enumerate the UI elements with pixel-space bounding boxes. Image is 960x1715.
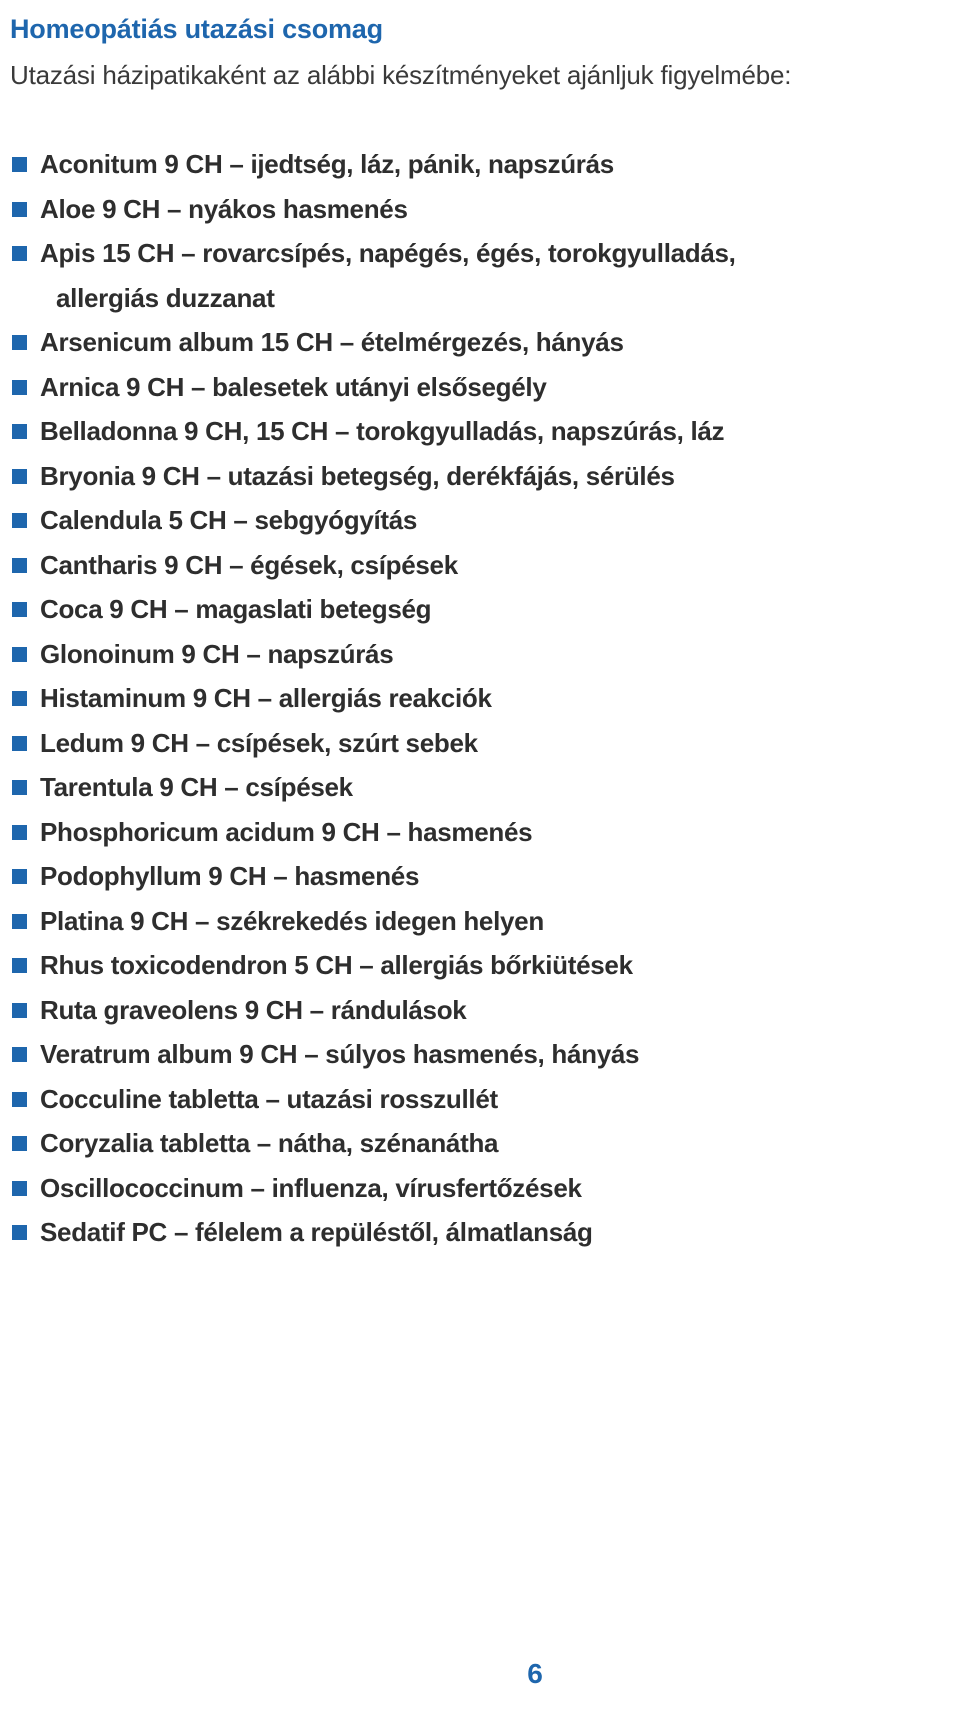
square-bullet-icon <box>12 157 27 172</box>
square-bullet-icon <box>12 1003 27 1018</box>
list-item <box>0 765 960 810</box>
list-item <box>0 943 960 988</box>
list-item <box>0 187 960 232</box>
square-bullet-icon <box>12 513 27 528</box>
list-item-text: Ledum 9 CH – csípések, szúrt sebek <box>40 727 478 758</box>
list-item <box>0 543 960 588</box>
square-bullet-icon <box>12 602 27 617</box>
square-bullet-icon <box>12 1181 27 1196</box>
square-bullet-icon <box>12 1047 27 1062</box>
list-item-text: Oscillococcinum – influenza, vírusfertőzések <box>40 1172 582 1203</box>
square-bullet-icon <box>12 380 27 395</box>
list-item-text: Cantharis 9 CH – égések, csípések <box>40 549 458 580</box>
square-bullet-icon <box>12 202 27 217</box>
list-item-text: Platina 9 CH – székrekedés idegen helyen <box>40 905 544 936</box>
page-number: 6 <box>527 1658 543 1689</box>
list-item <box>0 676 960 721</box>
list-item <box>0 1032 960 1077</box>
list-item <box>0 231 960 320</box>
list-item-text: Rhus toxicodendron 5 CH – allergiás bőrkiütések <box>40 950 633 980</box>
list-item-text: Cocculine tabletta – utazási rosszullét <box>40 1083 498 1114</box>
list-item <box>0 454 960 499</box>
list-item-text: Veratrum album 9 CH – súlyos hasmenés, hányás <box>40 1039 640 1069</box>
square-bullet-icon <box>12 780 27 795</box>
square-bullet-icon <box>12 647 27 662</box>
list-item-text: Aconitum 9 CH – ijedtség, láz, pánik, napszúrás <box>40 149 614 179</box>
list-item-text: Arnica 9 CH – balesetek utányi elsősegély <box>40 371 547 402</box>
list-item-text: Glonoinum 9 CH – napszúrás <box>40 638 394 669</box>
list-item-text: Sedatif PC – félelem a repüléstől, álmatlanság <box>40 1217 593 1247</box>
square-bullet-icon <box>12 736 27 751</box>
list-item <box>0 587 960 632</box>
list-item <box>0 1077 960 1122</box>
square-bullet-icon <box>12 691 27 706</box>
square-bullet-icon <box>12 558 27 573</box>
list-item-text: Phosphoricum acidum 9 CH – hasmenés <box>40 816 533 847</box>
list-item <box>0 854 960 899</box>
list-item-text: Arsenicum album 15 CH – ételmérgezés, hányás <box>40 327 624 357</box>
list-item-text: Bryonia 9 CH – utazási betegség, derékfájás, sérülés <box>40 460 675 491</box>
page-number-wrapper <box>0 1658 960 1690</box>
square-bullet-icon <box>12 469 27 484</box>
list-item <box>0 365 960 410</box>
list-item-text: Belladonna 9 CH, 15 CH – torokgyulladás, napszúrás, láz <box>40 416 725 446</box>
list-item <box>0 1121 960 1166</box>
list-item-text: Calendula 5 CH – sebgyógyítás <box>40 505 418 535</box>
list-item <box>0 498 960 543</box>
square-bullet-icon <box>12 869 27 884</box>
list-item-text: Coryzalia tabletta – nátha, szénanátha <box>40 1128 499 1158</box>
list-item-text: Ruta graveolens 9 CH – rándulások <box>40 994 467 1025</box>
list-item <box>0 1166 960 1211</box>
square-bullet-icon <box>12 424 27 439</box>
list-item <box>0 721 960 766</box>
square-bullet-icon <box>12 825 27 840</box>
list-item <box>0 632 960 677</box>
list-item <box>0 810 960 855</box>
list-item <box>0 409 960 454</box>
list-item-text: Tarentula 9 CH – csípések <box>40 772 353 802</box>
list-item <box>0 320 960 365</box>
list-item <box>0 1210 960 1255</box>
list-item-text: Apis 15 CH – rovarcsípés, napégés, égés, torokgyulladás, <box>40 238 736 268</box>
square-bullet-icon <box>12 1136 27 1151</box>
remedy-list <box>0 142 960 1255</box>
list-item-text: Coca 9 CH – magaslati betegség <box>40 594 432 624</box>
list-item-text: Aloe 9 CH – nyákos hasmenés <box>40 193 408 224</box>
list-item-text: Histaminum 9 CH – allergiás reakciók <box>40 683 492 713</box>
square-bullet-icon <box>12 246 27 261</box>
list-item-continuation: allergiás duzzanat <box>56 282 275 313</box>
square-bullet-icon <box>12 1092 27 1107</box>
square-bullet-icon <box>12 1225 27 1240</box>
square-bullet-icon <box>12 335 27 350</box>
list-item <box>0 899 960 944</box>
list-item <box>0 988 960 1033</box>
list-item-text: Podophyllum 9 CH – hasmenés <box>40 861 420 891</box>
page-subtitle: Utazási házipatikaként az alábbi készítményeket ajánljuk figyelmébe: <box>10 60 792 90</box>
square-bullet-icon <box>12 958 27 973</box>
square-bullet-icon <box>12 914 27 929</box>
page-title: Homeopátiás utazási csomag <box>10 14 383 44</box>
list-item <box>0 142 960 187</box>
